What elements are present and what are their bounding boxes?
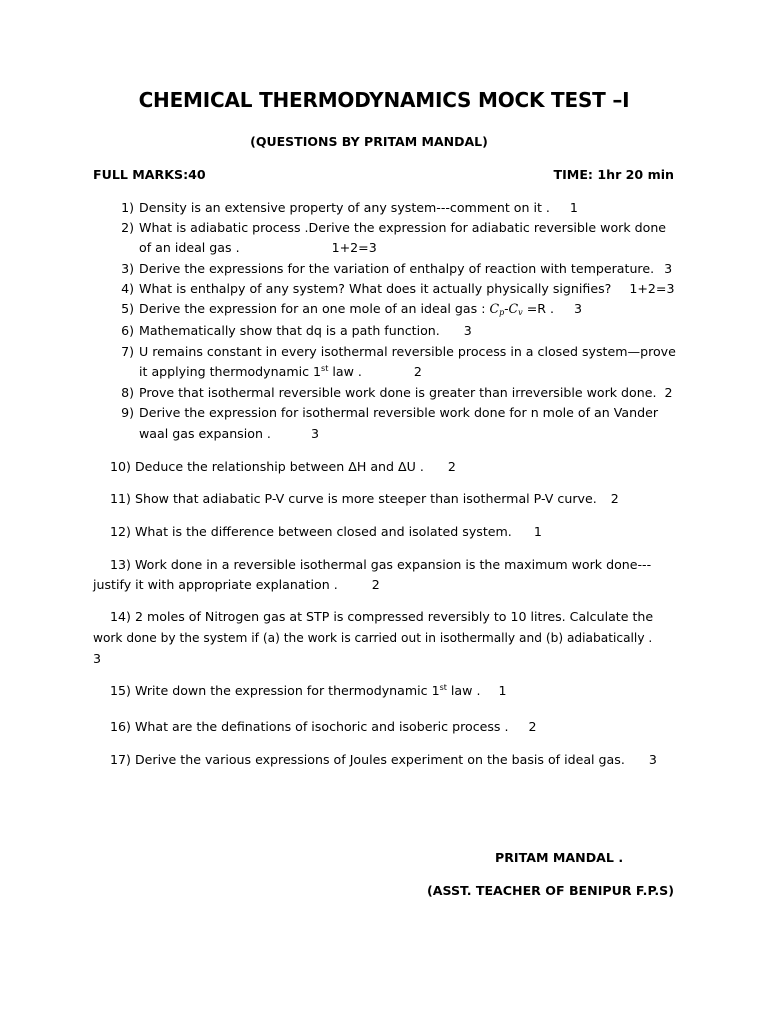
question-2-line2: of an ideal gas . 1+2=3 <box>139 240 377 255</box>
question-marks: 2 <box>664 385 673 400</box>
question-12: 12) What is the difference between closed and isolated system. 1 <box>110 524 542 539</box>
question-marks: 3 <box>648 752 657 767</box>
question-13-line2: justify it with appropriate explanation . 2 <box>93 577 380 592</box>
question-11: 11) Show that adiabatic P-V curve is more steeper than isothermal P-V curve. 2 <box>110 491 619 506</box>
question-marks: 2 <box>413 364 422 379</box>
heat-capacity-formula: $C_p-C_v$ <box>489 301 523 317</box>
question-marks: 2 <box>447 459 456 474</box>
question-1: 1) Density is an extensive property of any system---comment on it . 1 <box>121 200 578 215</box>
author-designation: (ASST. TEACHER OF BENIPUR F.P.S) <box>426 883 674 898</box>
question-marks: 1+2=3 <box>331 240 377 255</box>
question-marks: 3 <box>664 261 673 276</box>
question-9: 9) Derive the expression for isothermal reversible work done for n mole of an Vander <box>121 405 658 420</box>
time-allowed: TIME: 1hr 20 min <box>553 167 674 182</box>
question-16: 16) What are the definations of isochoric and isoberic process . 2 <box>110 719 537 734</box>
question-15: 15) Write down the expression for thermodynamic 1st law . 1 <box>110 683 507 698</box>
question-marks: 3 <box>310 426 319 441</box>
question-14: 14) 2 moles of Nitrogen gas at STP is compressed reversibly to 10 litres. Calculate the <box>110 609 654 624</box>
question-marks: 2 <box>610 491 619 506</box>
question-14-marks: 3 <box>93 651 102 666</box>
question-2: 2) What is adiabatic process .Derive the expression for adiabatic reversible work done <box>121 220 667 235</box>
question-14-line2: work done by the system if (a) the work is carried out in isothermally and (b) adiabatically . <box>93 631 653 645</box>
question-9-line2: waal gas expansion . 3 <box>139 426 319 441</box>
question-marks: 2 <box>371 577 380 592</box>
question-5: 5) Derive the expression for an one mole of an ideal gas : $C_p-C_v =R$ . 3 <box>121 301 583 317</box>
question-marks: 2 <box>528 719 537 734</box>
author-name: PRITAM MANDAL . <box>495 850 624 865</box>
full-marks: FULL MARKS:40 <box>93 167 206 182</box>
question-marks: 3 <box>463 323 472 338</box>
page-subtitle: (QUESTIONS BY PRITAM MANDAL) <box>250 134 488 149</box>
question-17: 17) Derive the various expressions of Joules experiment on the basis of ideal gas. 3 <box>110 752 657 767</box>
question-marks: 1 <box>498 683 507 698</box>
question-3: 3) Derive the expressions for the variation of enthalpy of reaction with temperature. 3 <box>121 261 673 276</box>
question-10: 10) Deduce the relationship between ΔH and ΔU . 2 <box>110 459 456 474</box>
question-marks: 1 <box>533 524 542 539</box>
question-marks: 1+2=3 <box>629 281 675 296</box>
question-7: 7) U remains constant in every isothermal reversible process in a closed system—prove <box>121 344 676 359</box>
question-4: 4) What is enthalpy of any system? What does it actually physically signifies? 1+2=3 <box>121 281 675 296</box>
question-8: 8) Prove that isothermal reversible work done is greater than irreversible work done. 2 <box>121 385 673 400</box>
question-7-line2: it applying thermodynamic 1st law . 2 <box>139 364 422 379</box>
question-13: 13) Work done in a reversible isothermal gas expansion is the maximum work done--- <box>110 557 652 572</box>
question-marks: 3 <box>574 301 583 316</box>
question-6: 6) Mathematically show that dq is a path function. 3 <box>121 323 472 338</box>
question-marks: 1 <box>569 200 578 215</box>
page-title: CHEMICAL THERMODYNAMICS MOCK TEST –I <box>138 88 630 112</box>
